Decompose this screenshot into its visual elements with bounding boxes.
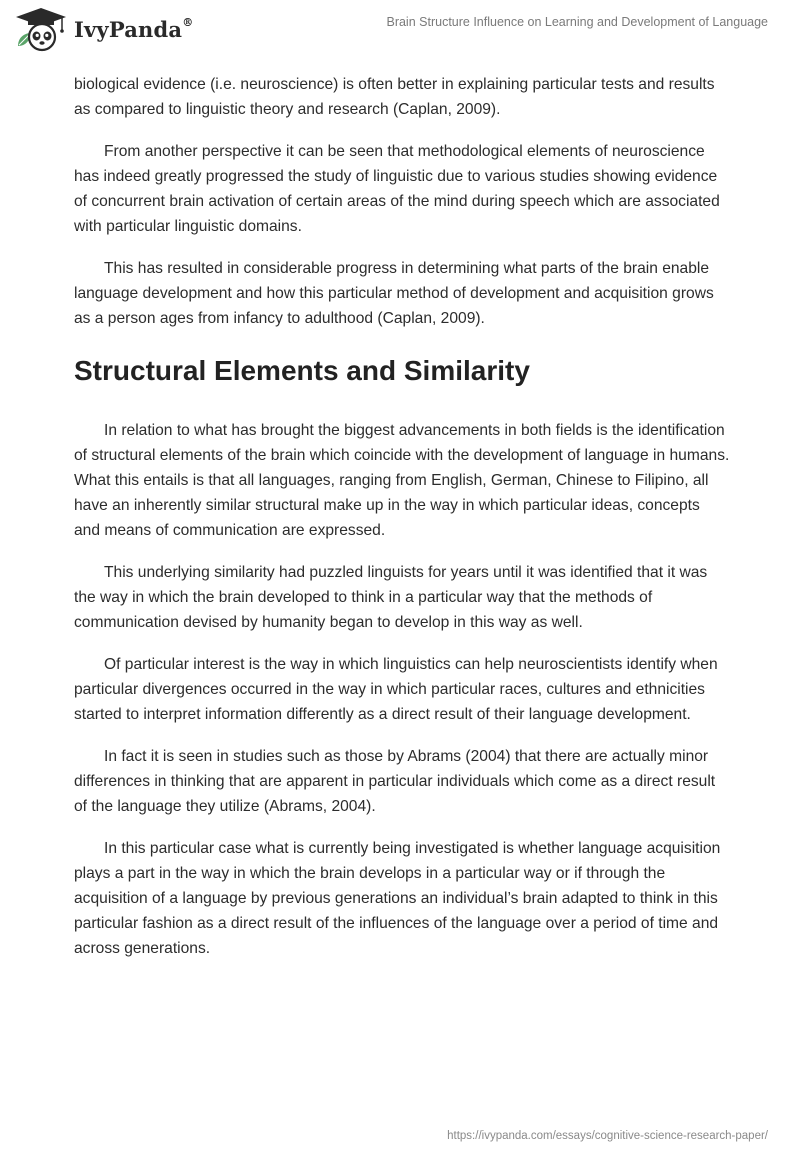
paragraph: This has resulted in considerable progress in determining what parts of the brain enable language development and how this particular method of development and acquisition grows as a person ages from infancy to adulthood (Caplan, 2009). [74, 260, 714, 327]
paragraph: In relation to what has brought the biggest advancements in both fields is the identification of structural elements of the brain which coincide with the development of language in humans. What this entails is that all languages, ranging from English, German, Chinese to Filipino, all have an inherently similar structural make up in the way in which particular ideas, concepts and means of communication are expressed. [74, 422, 730, 539]
page-header [0, 0, 800, 68]
essay-body [74, 72, 730, 978]
section-heading: Structural Elements and Similarity [74, 355, 530, 386]
paragraph: In this particular case what is currently being investigated is whether language acquisition plays a part in the way in which the brain develops in a particular way or if through the acquisition of a language by previous generations an individual’s brain adapted to think in this particular fashion as a direct result of the influences of the language over a period of time and across generations. [74, 840, 721, 957]
paragraph: In fact it is seen in studies such as those by Abrams (2004) that there are actually minor differences in thinking that are apparent in particular individuals which come as a direct result of the language they utilize (Abrams, 2004). [74, 748, 716, 815]
brand-name: IvyPanda® [74, 15, 194, 42]
source-url-link[interactable]: https://ivypanda.com/essays/cognitive-science-research-paper/ [447, 1130, 768, 1142]
paragraph: This underlying similarity had puzzled linguists for years until it was identified that it was the way in which the brain developed to think in a particular way that the methods of communication devised by humanity began to develop in this way as well. [74, 564, 708, 631]
panda-graduate-icon [14, 6, 68, 52]
paragraph: Of particular interest is the way in which linguistics can help neuroscientists identify when particular divergences occurred in the way in which particular races, cultures and ethnicities started to interpret information differently as a direct result of their language development. [74, 656, 718, 723]
document-title: Brain Structure Influence on Learning and Development of Language [386, 15, 768, 29]
paragraph-continued: biological evidence (i.e. neuroscience) is often better in explaining particular tests and results as compared to linguistic theory and research (Caplan, 2009). [74, 76, 715, 118]
ivypanda-logo[interactable] [14, 6, 193, 52]
paragraph: From another perspective it can be seen that methodological elements of neuroscience has indeed greatly progressed the study of linguistic due to various studies showing evidence of concurrent brain activation of certain areas of the mind during speech which are associated with particular linguistic domains. [74, 143, 720, 235]
